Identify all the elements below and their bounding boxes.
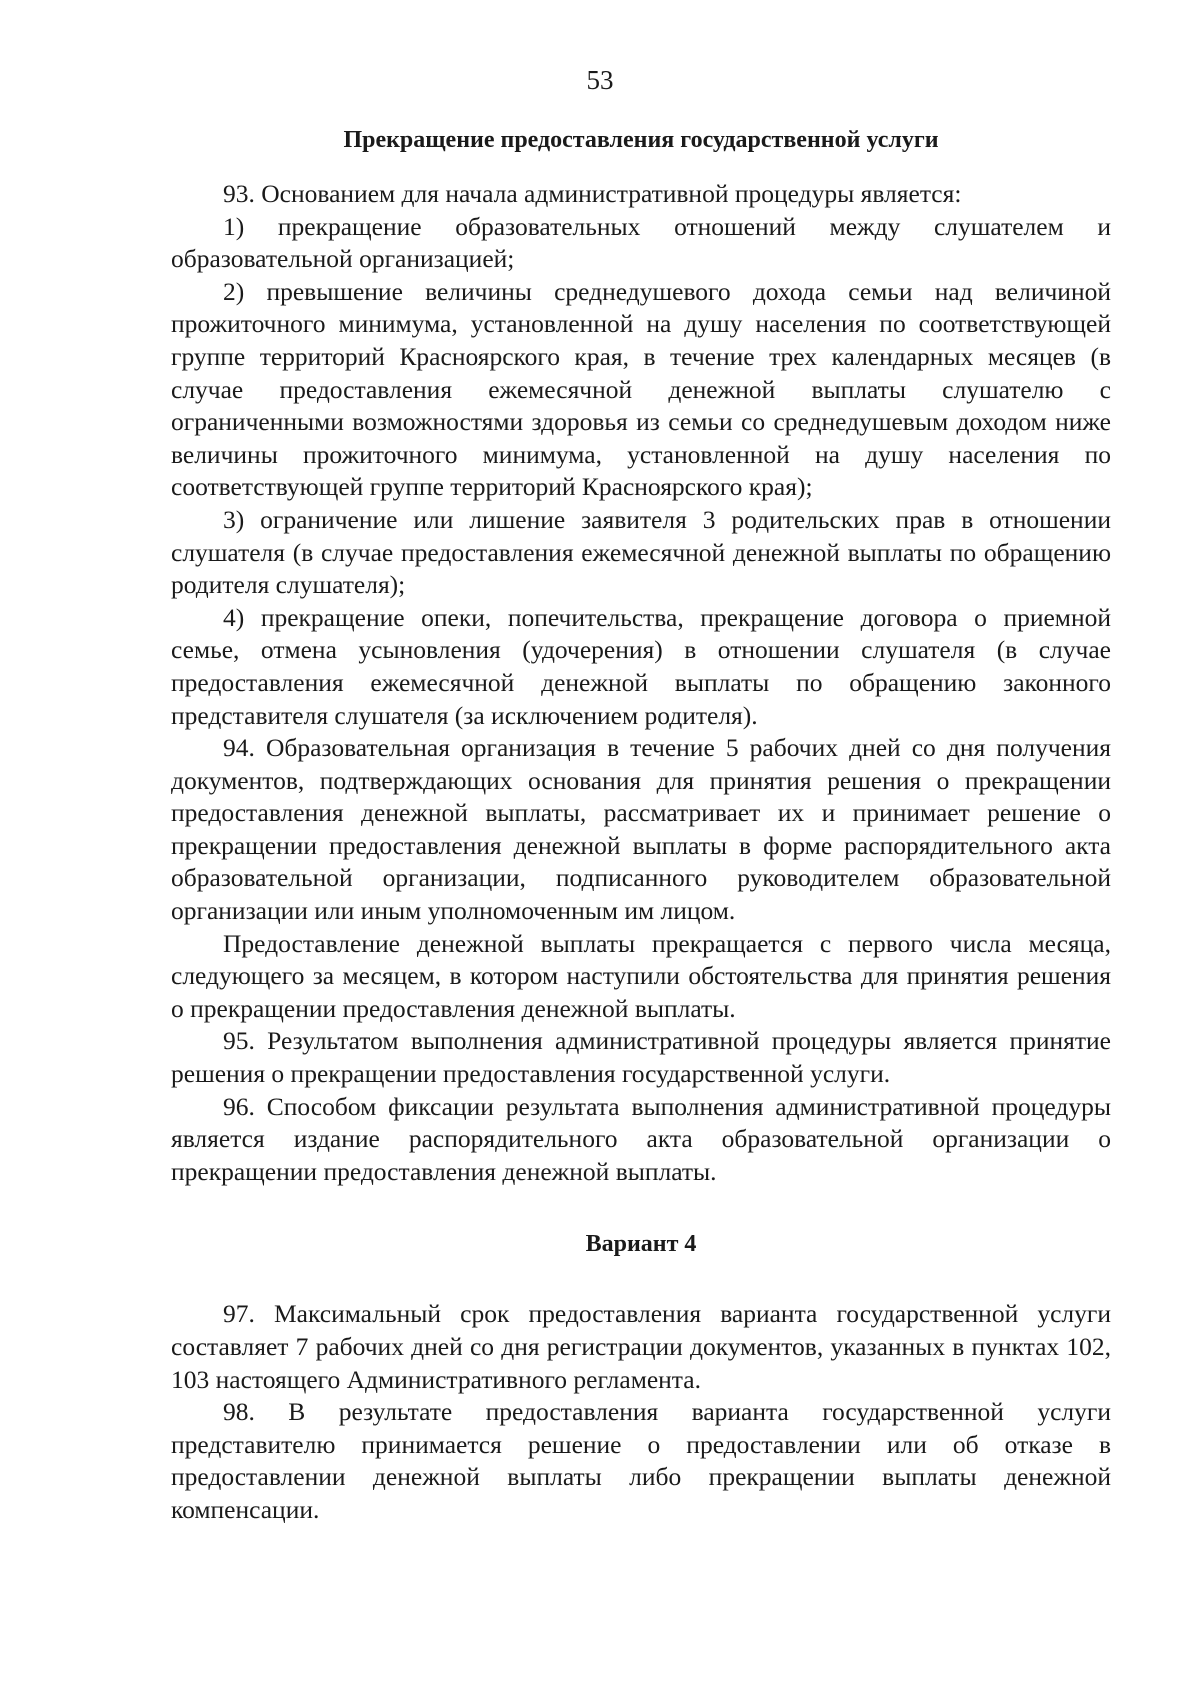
page-number: 53 <box>586 65 614 95</box>
paragraph-94-continuation: Предоставление денежной выплаты прекращается с первого числа месяца, следующего за месяцем, в котором наступили обстоятельства для принятия решения о прекращении предоставления денежной выплаты. <box>171 928 1111 1023</box>
paragraph-93-item-4: 4) прекращение опеки, попечительства, прекращение договора о приемной семье, отмена усыновления (удочерения) в отношении слушателя (в случае предоставления ежемесячной денежной выплаты по обращению законного представителя слушателя (за исключением родителя). <box>171 602 1111 730</box>
paragraph-93-item-2: 2) превышение величины среднедушевого дохода семьи над величиной прожиточного минимума, установленной на душу населения по соответствующей группе территорий Красноярского края, в течение трех календарных месяцев (в случае предоставления ежемесячной денежной выплаты слушателю с ограниченными возможностями здоровья из семьи со среднедушевым доходом ниже величины прожиточного минимума, установленной на душу населения по соответствующей группе территорий Красноярского края); <box>171 276 1111 502</box>
paragraph-98: 98. В результате предоставления варианта государственной услуги представителю принимается решение о предоставлении или об отказе в предоставлении денежной выплаты либо прекращении выплаты денежной компенсации. <box>171 1397 1111 1524</box>
paragraph-93: 93. Основанием для начала административной процедуры является: <box>223 179 962 208</box>
paragraph-93-item-1: 1) прекращение образовательных отношений между слушателем и образовательной организацией; <box>171 211 1111 274</box>
paragraph-94: 94. Образовательная организация в течение 5 рабочих дней со дня получения документов, подтверждающих основания для принятия решения о прекращении предоставления денежной выплаты, рассматривает их и принимает решение о прекращении предоставления денежной выплаты в форме распорядительного акта образовательной организации, подписанного руководителем образовательной организации или иным уполномоченным им лицом. <box>171 733 1111 926</box>
document-body <box>171 124 1111 1527</box>
paragraph-95: 95. Результатом выполнения административной процедуры является принятие решения о прекращении предоставления государственной услуги. <box>171 1026 1111 1089</box>
paragraph-96: 96. Способом фиксации результата выполнения административной процедуры является издание распорядительного акта образовательной организации о прекращении предоставления денежной выплаты. <box>171 1091 1111 1186</box>
variant-heading: Вариант 4 <box>585 1231 697 1258</box>
paragraph-93-item-3: 3) ограничение или лишение заявителя 3 родительских прав в отношении слушателя (в случае предоставления ежемесячной денежной выплаты по обращению родителя слушателя); <box>171 504 1111 600</box>
paragraph-97: 97. Максимальный срок предоставления варианта государственной услуги составляет 7 рабочих дней со дня регистрации документов, указанных в пунктах 102, 103 настоящего Административного регламента. <box>171 1299 1111 1394</box>
section-heading: Прекращение предоставления государственной услуги <box>343 127 939 153</box>
